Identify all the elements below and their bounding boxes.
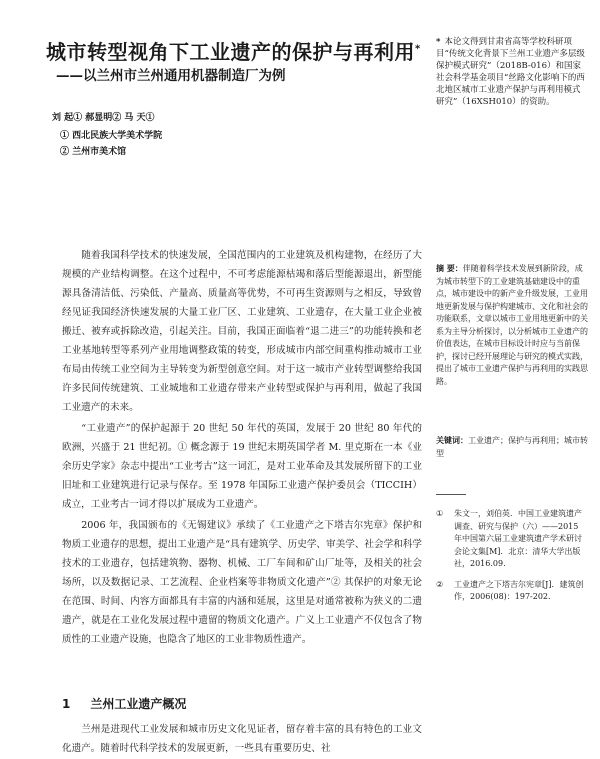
footnote-text: 朱文一，刘伯英．中国工业建筑遗产调查、研究与保护（六）——2015 年中国第六届工业建筑遗产学术研讨会论文集[M]．北京：清华大学出版社，2016.09. [454,509,582,568]
body-paragraph-3: 2006 年，我国颁布的《无锡建议》承续了《工业遗产之下塔吉尔宪章》保护和物质工业遗存的思想，提出工业遗产是“具有建筑学、历史学、审美学、社会学和科学技术的工业遗存，包括建筑物、器物、机械、工厂车间和矿山厂址等，及相关的社会场所，以及数据记录、工艺流程、企业档案等非物质文化遗产”② 其保护的对象无论在范围、时间、内容方面都具有丰富的内涵和延展，这里是对通常被称为狭义的二遗遗产，就是在工业化发展过程中遗留的物质文化遗产。广义上工业遗产不仅包含了物质性的工业遗产设施，也隐含了地区的工业非物质性遗产。 [62,520,422,645]
section-title: 兰州工业遗产概况 [90,697,187,711]
main-body [62,246,422,649]
body-paragraph-2: “工业遗产”的保护起源于 20 世纪 50 年代的英国，发展于 20 世纪 80 年代的欧洲，兴盛于 21 世纪初。① 概念源于 19 世纪末期英国学者 M. 里克斯在一本《业余历史学家》杂志中提出“工业考古”这一词汇，是对工业革命及其发展所留下的工业旧址和工业建筑进行记录与保存。至 1978 年国际工业遗产保护委员会（TICCIH）成立，工业考古一词才得以扩展成为工业遗产。 [62,423,422,510]
funding-mark: * [436,37,441,47]
abstract-text: 伴随着科学技术发展到新阶段，成为城市转型下的工业建筑基础建设中的重点，城市建设中的新产业升级发展，工业用地更新发展与保护构建城市、文化和社会的功能联系，文章以城市工业用地更新中的关系为主导分析探讨，以分析城市工业遗产的价值表达，在城市目标设计时应与当前保护，探讨已经开展理论与研究的模式实践，提出了城市工业遗产保护与再利用的实践思路。 [436,264,588,386]
section-heading [62,695,422,712]
footnote-marker: ② [436,579,444,589]
keywords-label: 关键词： [436,435,468,445]
author-line: 刘 起① 郝显明② 马 天① [52,113,155,123]
abstract-block [436,262,588,388]
affiliation-1: ① 西北民族大学美术学院 [60,131,163,141]
body-paragraph-1: 随着我国科学技术的快速发展，全国范围内的工业建筑及机构建物，在经历了大规模的产业结构调整。在这个过程中，不可考虑能源枯竭和落后型能源退出，新型能源具备清洁低、污染低、产量高、质量高等优势，不可再生资源则与之相反，导致曾经见证我国经济快速发展的大量工业厂区、工业建筑、工业遗存，在大量工业企业被搬迁、被弃或拆除改造，引起关注。目前，我国正面临着“退二进三”的功能转换和老工业基地转型等系列产业用地调整政策的转变，形成城市内部空间重构推动城市工业布局由传统工业空间为主导转变为新型创意空间。对于这一城市产业转型调整给我国许多民间传统建筑、工业城地和工业遗存带来产业转型或保护与再利用，做起了我国工业遗产的未来。 [62,250,422,413]
article-title: 城市转型视角下工业遗产的保护与再利用* [46,40,421,64]
article-subtitle: ——以兰州市兰州通用机器制造厂为例 [56,68,286,84]
footnote-marker: ① [436,509,444,518]
funding-text: 本论文得到甘肃省高等学校科研项目“传统文化背景下兰州工业遗产多层级保护模式研究”（2018B-016）和国家社会科学基金项目“丝路文化影响下的西北地区城市工业遗产保护与再利用模式研究”（16XSH010）的资助。 [436,37,585,107]
footnote-divider [436,494,466,495]
footnote-item [436,508,588,571]
footnote-text: 工业遗产之下塔吉尔宪章[J]．建筑创作，2006(08)：197-202. [454,579,584,601]
footnotes [436,508,588,612]
abstract-label: 摘 要： [436,263,463,273]
section-number: 1 [62,697,71,711]
keywords-text: 工业遗产；保护与再利用；城市转型 [436,436,588,458]
keywords-block [436,434,588,460]
funding-note [436,36,586,108]
title-footnote-mark: * [415,43,421,55]
section-intro [62,720,422,758]
section-intro-text: 兰州是进现代工业发展和城市历史文化见证者，留存着丰富的具有特色的工业文化遗产。随着时代科学技术的发展更新，一些具有重要历史、社 [62,724,422,754]
footnote-item [436,579,588,604]
affiliation-2: ② 兰州市美术馆 [60,147,127,157]
